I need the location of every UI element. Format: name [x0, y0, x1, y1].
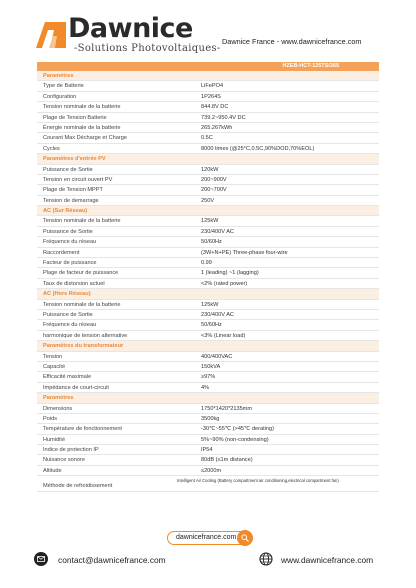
spec-row: [37, 268, 379, 278]
spec-value: 3500kg: [201, 415, 220, 422]
spec-row: [37, 310, 379, 320]
spec-label: Humidité: [43, 436, 66, 443]
spec-label: Dimensions: [43, 405, 73, 412]
spec-value: 80dB (≤1m distance): [201, 457, 253, 464]
spec-label: Plage de facteur de puissance: [43, 270, 119, 277]
spec-label: Facteur de puissance: [43, 260, 97, 267]
spec-value: 265.267kWh: [201, 124, 233, 131]
spec-row: [37, 435, 379, 445]
page-header: [0, 0, 416, 62]
spec-value: 5%~90% (non-condensing): [201, 436, 269, 443]
section-header-row: [37, 206, 379, 216]
section-header-row: [37, 393, 379, 403]
spec-row: [37, 133, 379, 143]
spec-value: 1P264S: [201, 93, 221, 100]
brand-tagline: -Solutions Photovoltaiques-: [74, 43, 221, 54]
spec-row: [37, 352, 379, 362]
spec-value: <3% (Linear load): [201, 332, 246, 339]
spec-value: -30℃~55℃ (>45℃ derating): [201, 426, 274, 433]
spec-label: Tension nominale de la batterie: [43, 301, 121, 308]
spec-row: [37, 144, 379, 154]
spec-value: 125kW: [201, 218, 219, 225]
spec-row: [37, 383, 379, 393]
spec-row: [37, 445, 379, 455]
section-title: AC (Sur Réseau): [43, 208, 88, 215]
site-search-text: dawnicefrance.com: [176, 534, 237, 541]
spec-value: 230/400V AC: [201, 311, 234, 318]
spec-row: [37, 476, 379, 492]
search-button[interactable]: [237, 530, 253, 546]
header-contact: Dawnice France - www.dawnicefrance.com: [222, 37, 362, 46]
spec-row: [37, 258, 379, 268]
spec-row: [37, 237, 379, 247]
spec-value: 844.8V DC: [201, 104, 229, 111]
spec-label: Tension: [43, 353, 63, 360]
spec-label: Tension en circuit ouvert PV: [43, 176, 113, 183]
spec-label: Nuisance sonore: [43, 457, 85, 464]
spec-row: [37, 300, 379, 310]
spec-row: [37, 331, 379, 341]
spec-value: 200~700V: [201, 187, 227, 194]
spec-rows: [37, 71, 379, 492]
spec-row: [37, 227, 379, 237]
spec-label: Tension de demarrage: [43, 197, 99, 204]
section-header-row: [37, 289, 379, 299]
brand-name: Dawnice: [68, 13, 193, 44]
spec-label: Capacité: [43, 363, 66, 370]
spec-label: Puissance de Sortie: [43, 228, 93, 235]
spec-value: Intelligent Air Cooling (Battery compartment air conditioning,electrical compartment fan): [177, 478, 339, 484]
spec-label: Tension nominale de la batterie: [43, 218, 121, 225]
spec-row: [37, 185, 379, 195]
spec-label: Impédance de court-circuit: [43, 384, 109, 391]
spec-row: [37, 81, 379, 91]
spec-value: (3W+N+PE) Three-phase four-wire: [201, 249, 288, 256]
section-title: Paramètres d'entrée PV: [43, 156, 106, 163]
spec-value: 8000 times (@25°C,0.5C,90%DOD,70%EOL): [201, 145, 315, 152]
section-header-row: [37, 341, 379, 351]
spec-row: [37, 362, 379, 372]
spec-value: 400/400VAC: [201, 353, 233, 360]
spec-label: Tension nominale de la batterie: [43, 104, 121, 111]
spec-value: 739.2~950.4V DC: [201, 114, 246, 121]
spec-row: [37, 102, 379, 112]
spec-label: Énergie nominale de la batterie: [43, 124, 121, 131]
footer-website[interactable]: www.dawnicefrance.com: [281, 555, 374, 565]
spec-row: [37, 175, 379, 185]
spec-row: [37, 455, 379, 465]
spec-label: Plage de Tension Batterie: [43, 114, 107, 121]
spec-label: Altitude: [43, 467, 62, 474]
spec-value: 200~900V: [201, 176, 227, 183]
section-header-row: [37, 154, 379, 164]
section-header-row: [37, 71, 379, 81]
spec-row: [37, 320, 379, 330]
spec-value: <2% (rated power): [201, 280, 248, 287]
spec-label: Puissance de Sortie: [43, 166, 93, 173]
spec-row: [37, 404, 379, 414]
spec-row: [37, 248, 379, 258]
spec-value: ≥97%: [201, 374, 216, 381]
spec-label: harmonique de tension alternative: [43, 332, 128, 339]
spec-value: 120kW: [201, 166, 219, 173]
spec-label: Température de fonctionnement: [43, 426, 122, 433]
spec-label: Configuration: [43, 93, 77, 100]
spec-value: 0.5C: [201, 135, 213, 142]
spec-label: Cycles: [43, 145, 60, 152]
section-title: Paramètres du transformateur: [43, 343, 124, 350]
spec-value: 125kW: [201, 301, 219, 308]
spec-label: Fréquence du réseau: [43, 322, 97, 329]
spec-row: [37, 196, 379, 206]
spec-label: Type de Batterie: [43, 83, 84, 90]
spec-value: 250V: [201, 197, 215, 204]
spec-label: Courant Max Décharge et Charge: [43, 135, 127, 142]
spec-row: [37, 123, 379, 133]
dawnice-logo-icon: [36, 18, 66, 48]
spec-row: [37, 92, 379, 102]
spec-label: Raccordement: [43, 249, 80, 256]
spec-row: [37, 216, 379, 226]
spec-value: 150kVA: [201, 363, 221, 370]
spec-row: [37, 113, 379, 123]
spec-label: Taux de distorsion actuel: [43, 280, 105, 287]
spec-value: 1 (leading) ~1 (lagging): [201, 270, 259, 277]
page-footer: [0, 520, 416, 588]
spec-label: Fréquence du réseau: [43, 239, 97, 246]
spec-label: Indice de protection IP: [43, 447, 99, 454]
spec-value: LiFePO4: [201, 83, 224, 90]
spec-label: Poids: [43, 415, 57, 422]
spec-label: Méthode de refroidissement: [43, 483, 113, 490]
section-title: Paramètres: [43, 395, 74, 402]
spec-value: 4%: [201, 384, 210, 391]
spec-row: [37, 424, 379, 434]
search-icon: [241, 534, 249, 542]
spec-label: Puissance de Sortie: [43, 311, 93, 318]
spec-row: [37, 279, 379, 289]
spec-row: [37, 372, 379, 382]
section-title: Paramètres: [43, 73, 74, 79]
spec-table: [37, 62, 379, 492]
spec-value: 230/400V AC: [201, 228, 234, 235]
spec-value: 0.99: [201, 260, 212, 267]
email-icon: [34, 552, 48, 566]
model-title-bar: HZEB-HCT-125TS/265: [37, 62, 379, 71]
spec-row: [37, 414, 379, 424]
spec-row: [37, 165, 379, 175]
spec-value: IP54: [201, 447, 213, 454]
globe-icon: [259, 552, 273, 566]
spec-value: 50/60Hz: [201, 239, 222, 246]
spec-value: ≤2000m: [201, 467, 222, 474]
spec-value: 1750*1420*2135mm: [201, 405, 253, 412]
spec-label: Plage de Tension MPPT: [43, 187, 103, 194]
spec-label: Efficacité maximale: [43, 374, 92, 381]
spec-value: 50/60Hz: [201, 322, 222, 329]
section-title: AC (Hors Réseau): [43, 291, 91, 298]
footer-email[interactable]: contact@dawnicefrance.com: [58, 555, 166, 565]
